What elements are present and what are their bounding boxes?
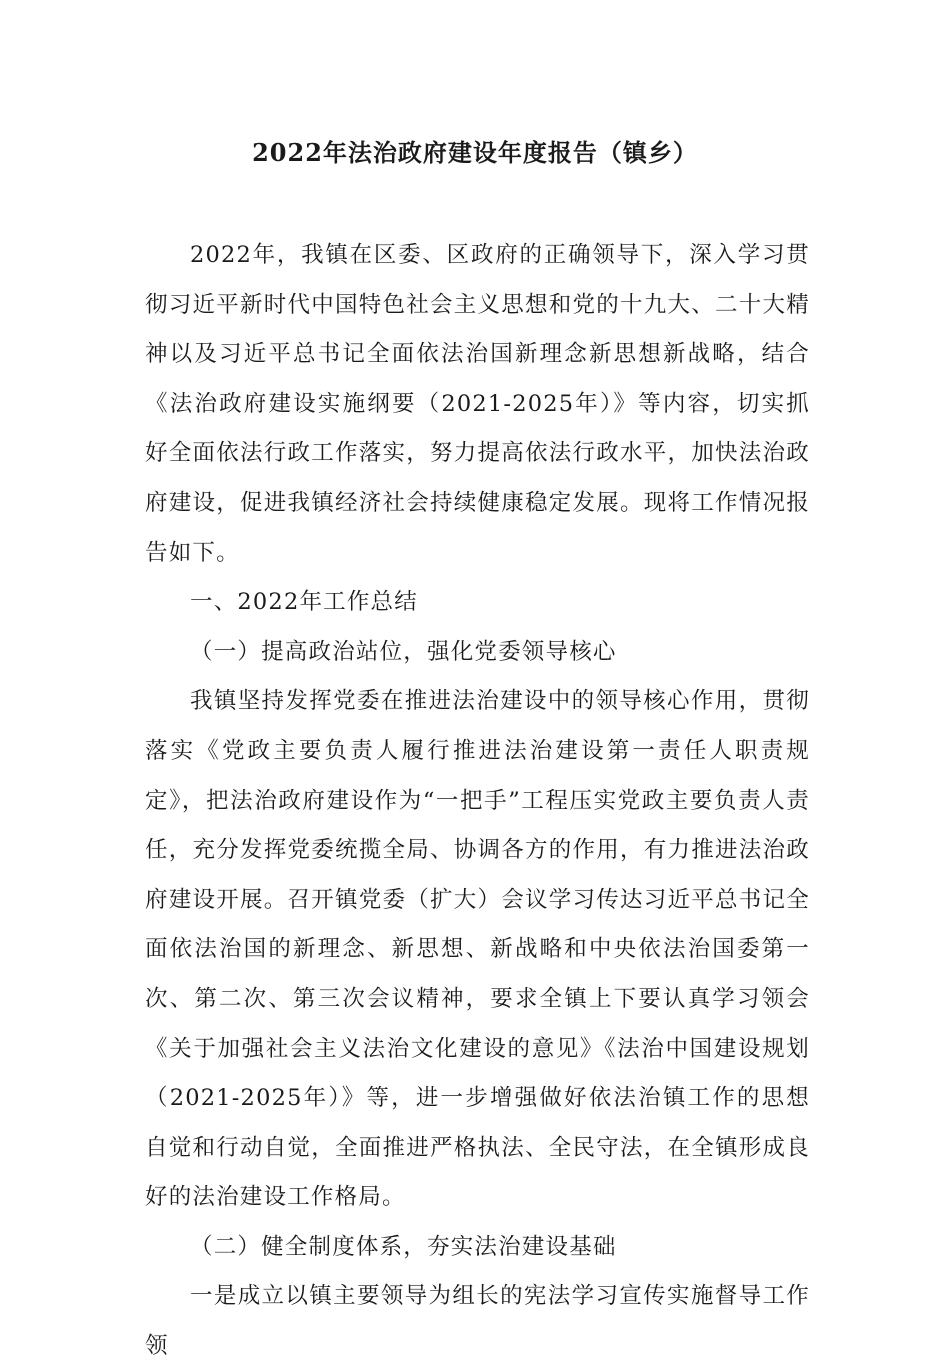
document-body: [145, 231, 810, 1372]
body-paragraph-2: 一是成立以镇主要领导为组长的宪法学习宣传实施督导工作领: [145, 1283, 810, 1360]
document-title: 2022年法治政府建设年度报告（镇乡）: [252, 138, 698, 167]
subsection-heading-1: （一）提高政治站位，强化党委领导核心: [190, 638, 617, 665]
body-paragraph-1: 我镇坚持发挥党委在推进法治建设中的领导核心作用，贯彻落实《党政主要负责人履行推进法治建设第一责任人职责规定》，把法治政府建设作为“一把手”工程压实党政主要负责人责任，充分发挥党委统揽全局、协调各方的作用，有力推进法治政府建设开展。召开镇党委（扩大）会议学习传达习近平总书记全面依法治国的新理念、新思想、新战略和中央依法治国委第一次、第二次、第三次会议精神，要求全镇上下要认真学习领会《关于加强社会主义法治文化建设的意见》《法治中国建设规划（2021-2025年）》等，进一步增强做好依法治镇工作的思想自觉和行动自觉，全面推进严格执法、全民守法，在全镇形成良好的法治建设工作格局。: [145, 688, 810, 1211]
intro-paragraph: 2022年，我镇在区委、区政府的正确领导下，深入学习贯彻习近平新时代中国特色社会主义思想和党的十九大、二十大精神以及习近平总书记全面依法治国新理念新思想新战略，结合《法治政府建设实施纲要（2021-2025年）》等内容，切实抓好全面依法行政工作落实，努力提高依法行政水平，加快法治政府建设，促进我镇经济社会持续健康稳定发展。现将工作情况报告如下。: [145, 242, 810, 566]
section-heading-summary: 一、2022年工作总结: [190, 589, 418, 616]
subsection-heading-2: （二）健全制度体系，夯实法治建设基础: [190, 1233, 617, 1260]
